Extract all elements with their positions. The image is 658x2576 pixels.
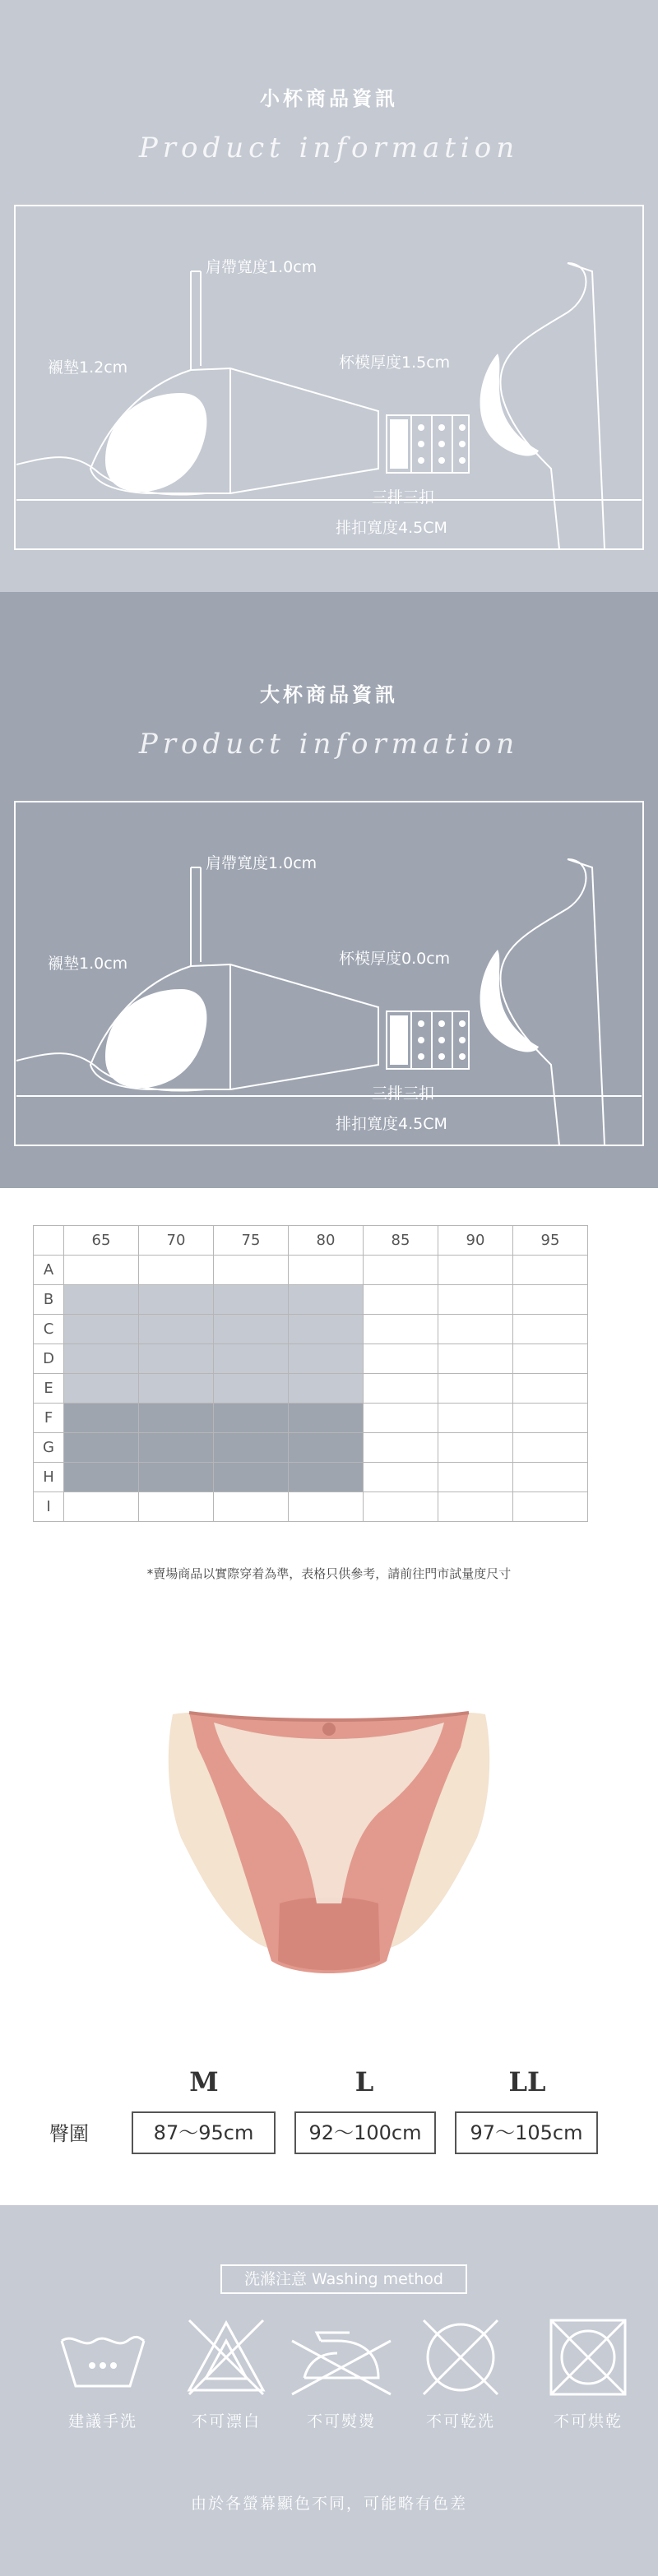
cup-size-label: B: [34, 1285, 64, 1315]
size-chart-cell: [214, 1256, 289, 1285]
no-iron-label: 不可熨燙: [306, 2412, 376, 2430]
band-size-header: 95: [513, 1226, 588, 1256]
size-chart-cell-available: [289, 1433, 364, 1463]
size-section: [0, 1188, 658, 2205]
size-chart-cell-available: [139, 1404, 214, 1433]
size-chart-cell-available: [214, 1433, 289, 1463]
band-size-header: 80: [289, 1226, 364, 1256]
size-chart-cell-available: [64, 1404, 139, 1433]
no-tumble-dry-label: 不可烘乾: [553, 2412, 623, 2430]
size-chart-table: [33, 1225, 588, 1522]
no-tumble-dry-icon: [543, 2316, 633, 2398]
band-size-header: 85: [364, 1226, 438, 1256]
pad-label: 襯墊1.2cm: [48, 358, 128, 377]
size-ll-range: 97～105cm: [455, 2111, 598, 2154]
size-chart-cell-available: [139, 1344, 214, 1374]
size-chart-cell: [513, 1285, 588, 1315]
small-cup-title: 小杯商品資訊: [260, 86, 398, 110]
hook-tape: [390, 1015, 408, 1065]
size-chart-cell: [64, 1492, 139, 1522]
cup-thickness-label: 杯模厚度0.0cm: [339, 950, 451, 968]
size-chart-row: [34, 1315, 588, 1344]
size-chart-cell-available: [214, 1344, 289, 1374]
pad-shape: [105, 989, 206, 1088]
size-chart-cell-available: [64, 1344, 139, 1374]
size-chart-row: [34, 1344, 588, 1374]
size-chart-cell: [289, 1256, 364, 1285]
size-chart-cell-available: [139, 1463, 214, 1492]
cup-size-label: F: [34, 1404, 64, 1433]
size-chart-cell-available: [289, 1285, 364, 1315]
size-chart-cell: [513, 1463, 588, 1492]
size-chart-cell: [364, 1285, 438, 1315]
hook-width-label: 排扣寬度4.5CM: [336, 519, 447, 537]
size-chart-cell-available: [139, 1315, 214, 1344]
size-chart-corner: [34, 1226, 64, 1256]
no-dry-clean-icon: [415, 2316, 506, 2398]
cup-size-label: A: [34, 1256, 64, 1285]
size-chart-cell: [64, 1256, 139, 1285]
large-cup-subtitle: Product information: [138, 728, 520, 761]
size-chart-header-row: [34, 1226, 588, 1256]
small-cup-subtitle: Product information: [138, 132, 520, 164]
size-chart-cell: [139, 1492, 214, 1522]
size-chart-cell-available: [139, 1433, 214, 1463]
band-size-header: 65: [64, 1226, 139, 1256]
hook-tape: [390, 419, 408, 469]
size-chart-cell-available: [289, 1404, 364, 1433]
cup-size-label: D: [34, 1344, 64, 1374]
size-ll-letter: LL: [508, 2066, 546, 2097]
size-chart-cell-available: [214, 1404, 289, 1433]
size-chart-cell-available: [289, 1315, 364, 1344]
size-chart-cell-available: [289, 1374, 364, 1404]
band-size-header: 75: [214, 1226, 289, 1256]
size-chart-cell: [513, 1492, 588, 1522]
size-chart-cell-available: [139, 1285, 214, 1315]
size-chart-cell: [513, 1315, 588, 1344]
size-chart-cell: [364, 1315, 438, 1344]
hook-rows-label: 三排三扣: [372, 1085, 435, 1103]
size-chart-cell-available: [214, 1374, 289, 1404]
large-cup-section: [0, 592, 658, 1188]
cup-size-label: C: [34, 1315, 64, 1344]
size-chart-cell-available: [289, 1344, 364, 1374]
color-disclaimer: 由於各螢幕顯色不同，可能略有色差: [190, 2495, 467, 2513]
large-cup-title: 大杯商品資訊: [260, 682, 398, 706]
washing-section: [0, 2205, 658, 2576]
hand-wash-icon: [58, 2316, 148, 2394]
size-chart-cell-available: [289, 1463, 364, 1492]
size-chart-row: [34, 1492, 588, 1522]
size-chart-row: [34, 1374, 588, 1404]
size-chart-cell: [364, 1256, 438, 1285]
no-dry-clean-label: 不可乾洗: [425, 2412, 495, 2430]
size-chart-row: [34, 1463, 588, 1492]
size-chart-cell: [438, 1256, 513, 1285]
size-chart-cell: [139, 1256, 214, 1285]
size-chart-cell-available: [64, 1463, 139, 1492]
cup-thickness-shape: [480, 354, 539, 456]
size-chart-cell: [438, 1344, 513, 1374]
cup-thickness-label: 杯模厚度1.5cm: [339, 354, 451, 372]
hip-label: 臀圍: [49, 2122, 89, 2145]
strap-width-label: 肩帶寬度1.0cm: [206, 258, 317, 276]
band-size-header: 70: [139, 1226, 214, 1256]
no-bleach-label: 不可漂白: [191, 2412, 261, 2430]
cup-size-label: H: [34, 1463, 64, 1492]
size-chart-cell: [438, 1374, 513, 1404]
size-chart-cell-available: [139, 1374, 214, 1404]
size-chart-row: [34, 1433, 588, 1463]
size-chart-cell-available: [214, 1315, 289, 1344]
size-chart-row: [34, 1256, 588, 1285]
hook-width-label: 排扣寬度4.5CM: [336, 1115, 447, 1133]
size-m-letter: M: [189, 2066, 219, 2097]
washing-title: 洗滌注意 Washing method: [220, 2264, 467, 2294]
size-chart-cell: [438, 1492, 513, 1522]
size-chart-cell: [364, 1374, 438, 1404]
size-chart-cell-available: [64, 1374, 139, 1404]
cup-size-label: G: [34, 1433, 64, 1463]
size-chart-cell: [214, 1492, 289, 1522]
size-chart-cell: [438, 1463, 513, 1492]
cup-size-label: E: [34, 1374, 64, 1404]
size-chart-cell: [438, 1285, 513, 1315]
band-size-header: 90: [438, 1226, 513, 1256]
size-chart-cell-available: [64, 1433, 139, 1463]
hook-rows-label: 三排三扣: [372, 488, 435, 506]
size-l-range: 92～100cm: [294, 2111, 436, 2154]
pad-label: 襯墊1.0cm: [48, 955, 128, 973]
panty-image: [164, 1690, 494, 1994]
size-chart-note: *賣場商品以實際穿着為準，表格只供參考，請前往門市試量度尺寸: [146, 1566, 512, 1581]
size-chart-cell: [289, 1492, 364, 1522]
size-chart-cell: [364, 1463, 438, 1492]
size-chart-cell: [513, 1433, 588, 1463]
cup-thickness-shape: [480, 950, 539, 1052]
small-bra-diagram: [0, 0, 658, 592]
size-chart-cell: [438, 1404, 513, 1433]
size-chart-row: [34, 1404, 588, 1433]
size-chart-cell-available: [214, 1463, 289, 1492]
bow: [322, 1723, 336, 1736]
size-l-letter: L: [354, 2066, 374, 2097]
size-chart-cell: [513, 1374, 588, 1404]
size-chart-cell: [364, 1404, 438, 1433]
size-chart-cell: [364, 1492, 438, 1522]
size-chart-cell: [513, 1404, 588, 1433]
cup-size-label: I: [34, 1492, 64, 1522]
size-chart-row: [34, 1285, 588, 1315]
pad-shape: [105, 393, 206, 492]
size-chart-cell-available: [64, 1285, 139, 1315]
no-bleach-icon: [181, 2316, 271, 2398]
size-chart-cell: [513, 1344, 588, 1374]
hand-wash-label: 建議手洗: [67, 2412, 137, 2430]
size-chart-cell: [364, 1433, 438, 1463]
size-chart-cell: [364, 1344, 438, 1374]
large-bra-diagram: [0, 592, 658, 1188]
size-m-range: 87～95cm: [132, 2111, 276, 2154]
strap-width-label: 肩帶寬度1.0cm: [206, 854, 317, 872]
size-chart-cell: [438, 1433, 513, 1463]
size-chart-cell-available: [64, 1315, 139, 1344]
size-chart-cell: [438, 1315, 513, 1344]
no-iron-icon: [288, 2316, 395, 2398]
small-cup-section: [0, 0, 658, 592]
size-chart-cell: [513, 1256, 588, 1285]
size-chart-cell-available: [214, 1285, 289, 1315]
